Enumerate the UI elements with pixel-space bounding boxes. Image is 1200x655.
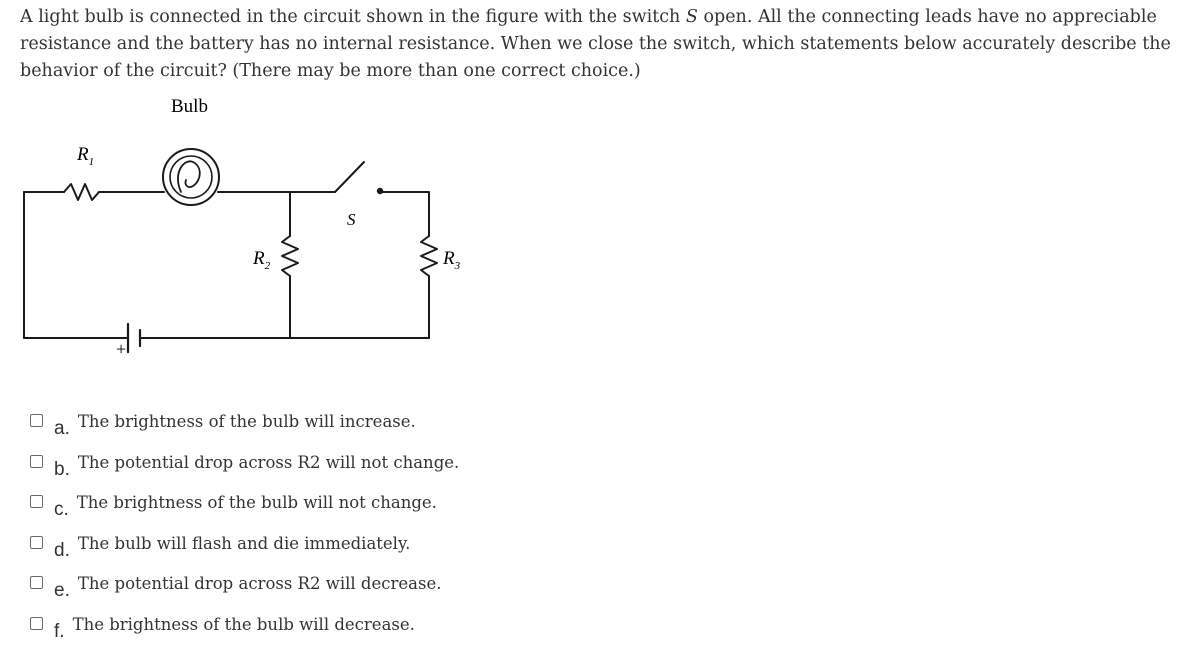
- switch-symbol: S: [685, 7, 698, 27]
- bulb-outer: [163, 149, 219, 205]
- option-a-letter: a.: [54, 418, 70, 439]
- question-part-1: A light bulb is connected in the circuit shown in the figure with the switch: [20, 7, 686, 27]
- option-f-text[interactable]: The brightness of the bulb will decrease.: [72, 614, 415, 634]
- option-a[interactable]: [30, 402, 459, 443]
- checkbox-e[interactable]: [30, 576, 43, 589]
- checkbox-a[interactable]: [30, 414, 43, 427]
- r1-label-sub: 1: [88, 156, 95, 168]
- resistor-r3: [421, 236, 437, 276]
- r1-label-main: R: [77, 144, 89, 165]
- option-b-letter: b.: [54, 458, 70, 480]
- option-c-letter: c.: [54, 499, 69, 520]
- option-d[interactable]: [30, 524, 459, 565]
- option-f-letter: f.: [54, 620, 65, 642]
- bulb-filament: [178, 161, 200, 192]
- switch-label: S: [347, 210, 356, 229]
- option-e-letter: e.: [54, 580, 70, 601]
- switch-lever: [335, 162, 364, 192]
- option-b[interactable]: [30, 443, 459, 484]
- resistor-r1: [64, 184, 99, 200]
- r2-label-sub: 2: [264, 260, 271, 272]
- option-a-text[interactable]: The brightness of the bulb will increase.: [77, 412, 416, 431]
- option-c[interactable]: [30, 483, 459, 524]
- r1-label: [76, 144, 94, 168]
- answer-options: [30, 402, 459, 645]
- checkbox-f[interactable]: [30, 617, 43, 630]
- question-part-2: open. All the connecting leads have no appreciable resistance and the battery has no internal resistance. When we close the switch, which statements below accurately describe the behavior of the circuit? (There may be more than one correct choice.): [20, 7, 1171, 81]
- checkbox-c[interactable]: [30, 495, 43, 508]
- option-f[interactable]: [30, 605, 459, 646]
- option-e[interactable]: [30, 564, 459, 605]
- option-d-letter: d.: [54, 539, 70, 561]
- r3-label-sub: 3: [454, 260, 461, 272]
- question-text: [20, 4, 1185, 85]
- checkbox-d[interactable]: [30, 536, 43, 549]
- switch-contact: [378, 189, 382, 193]
- r3-label-main: R: [443, 248, 455, 269]
- r3-label: [442, 248, 461, 272]
- resistor-r2: [282, 236, 298, 276]
- option-d-text[interactable]: The bulb will flash and die immediately.: [77, 533, 411, 553]
- option-c-text[interactable]: The brightness of the bulb will not change.: [76, 493, 437, 512]
- battery-plus-sign: +: [116, 339, 127, 359]
- option-b-text[interactable]: The potential drop across R2 will not change.: [77, 452, 460, 472]
- option-e-text[interactable]: The potential drop across R2 will decrease.: [77, 574, 442, 593]
- checkbox-b[interactable]: [30, 455, 43, 468]
- r2-label: [252, 248, 271, 272]
- bulb-inner: [170, 156, 212, 198]
- r2-label-main: R: [253, 248, 265, 269]
- bulb-label: Bulb: [171, 96, 208, 117]
- wire-switch-r3: [382, 192, 429, 236]
